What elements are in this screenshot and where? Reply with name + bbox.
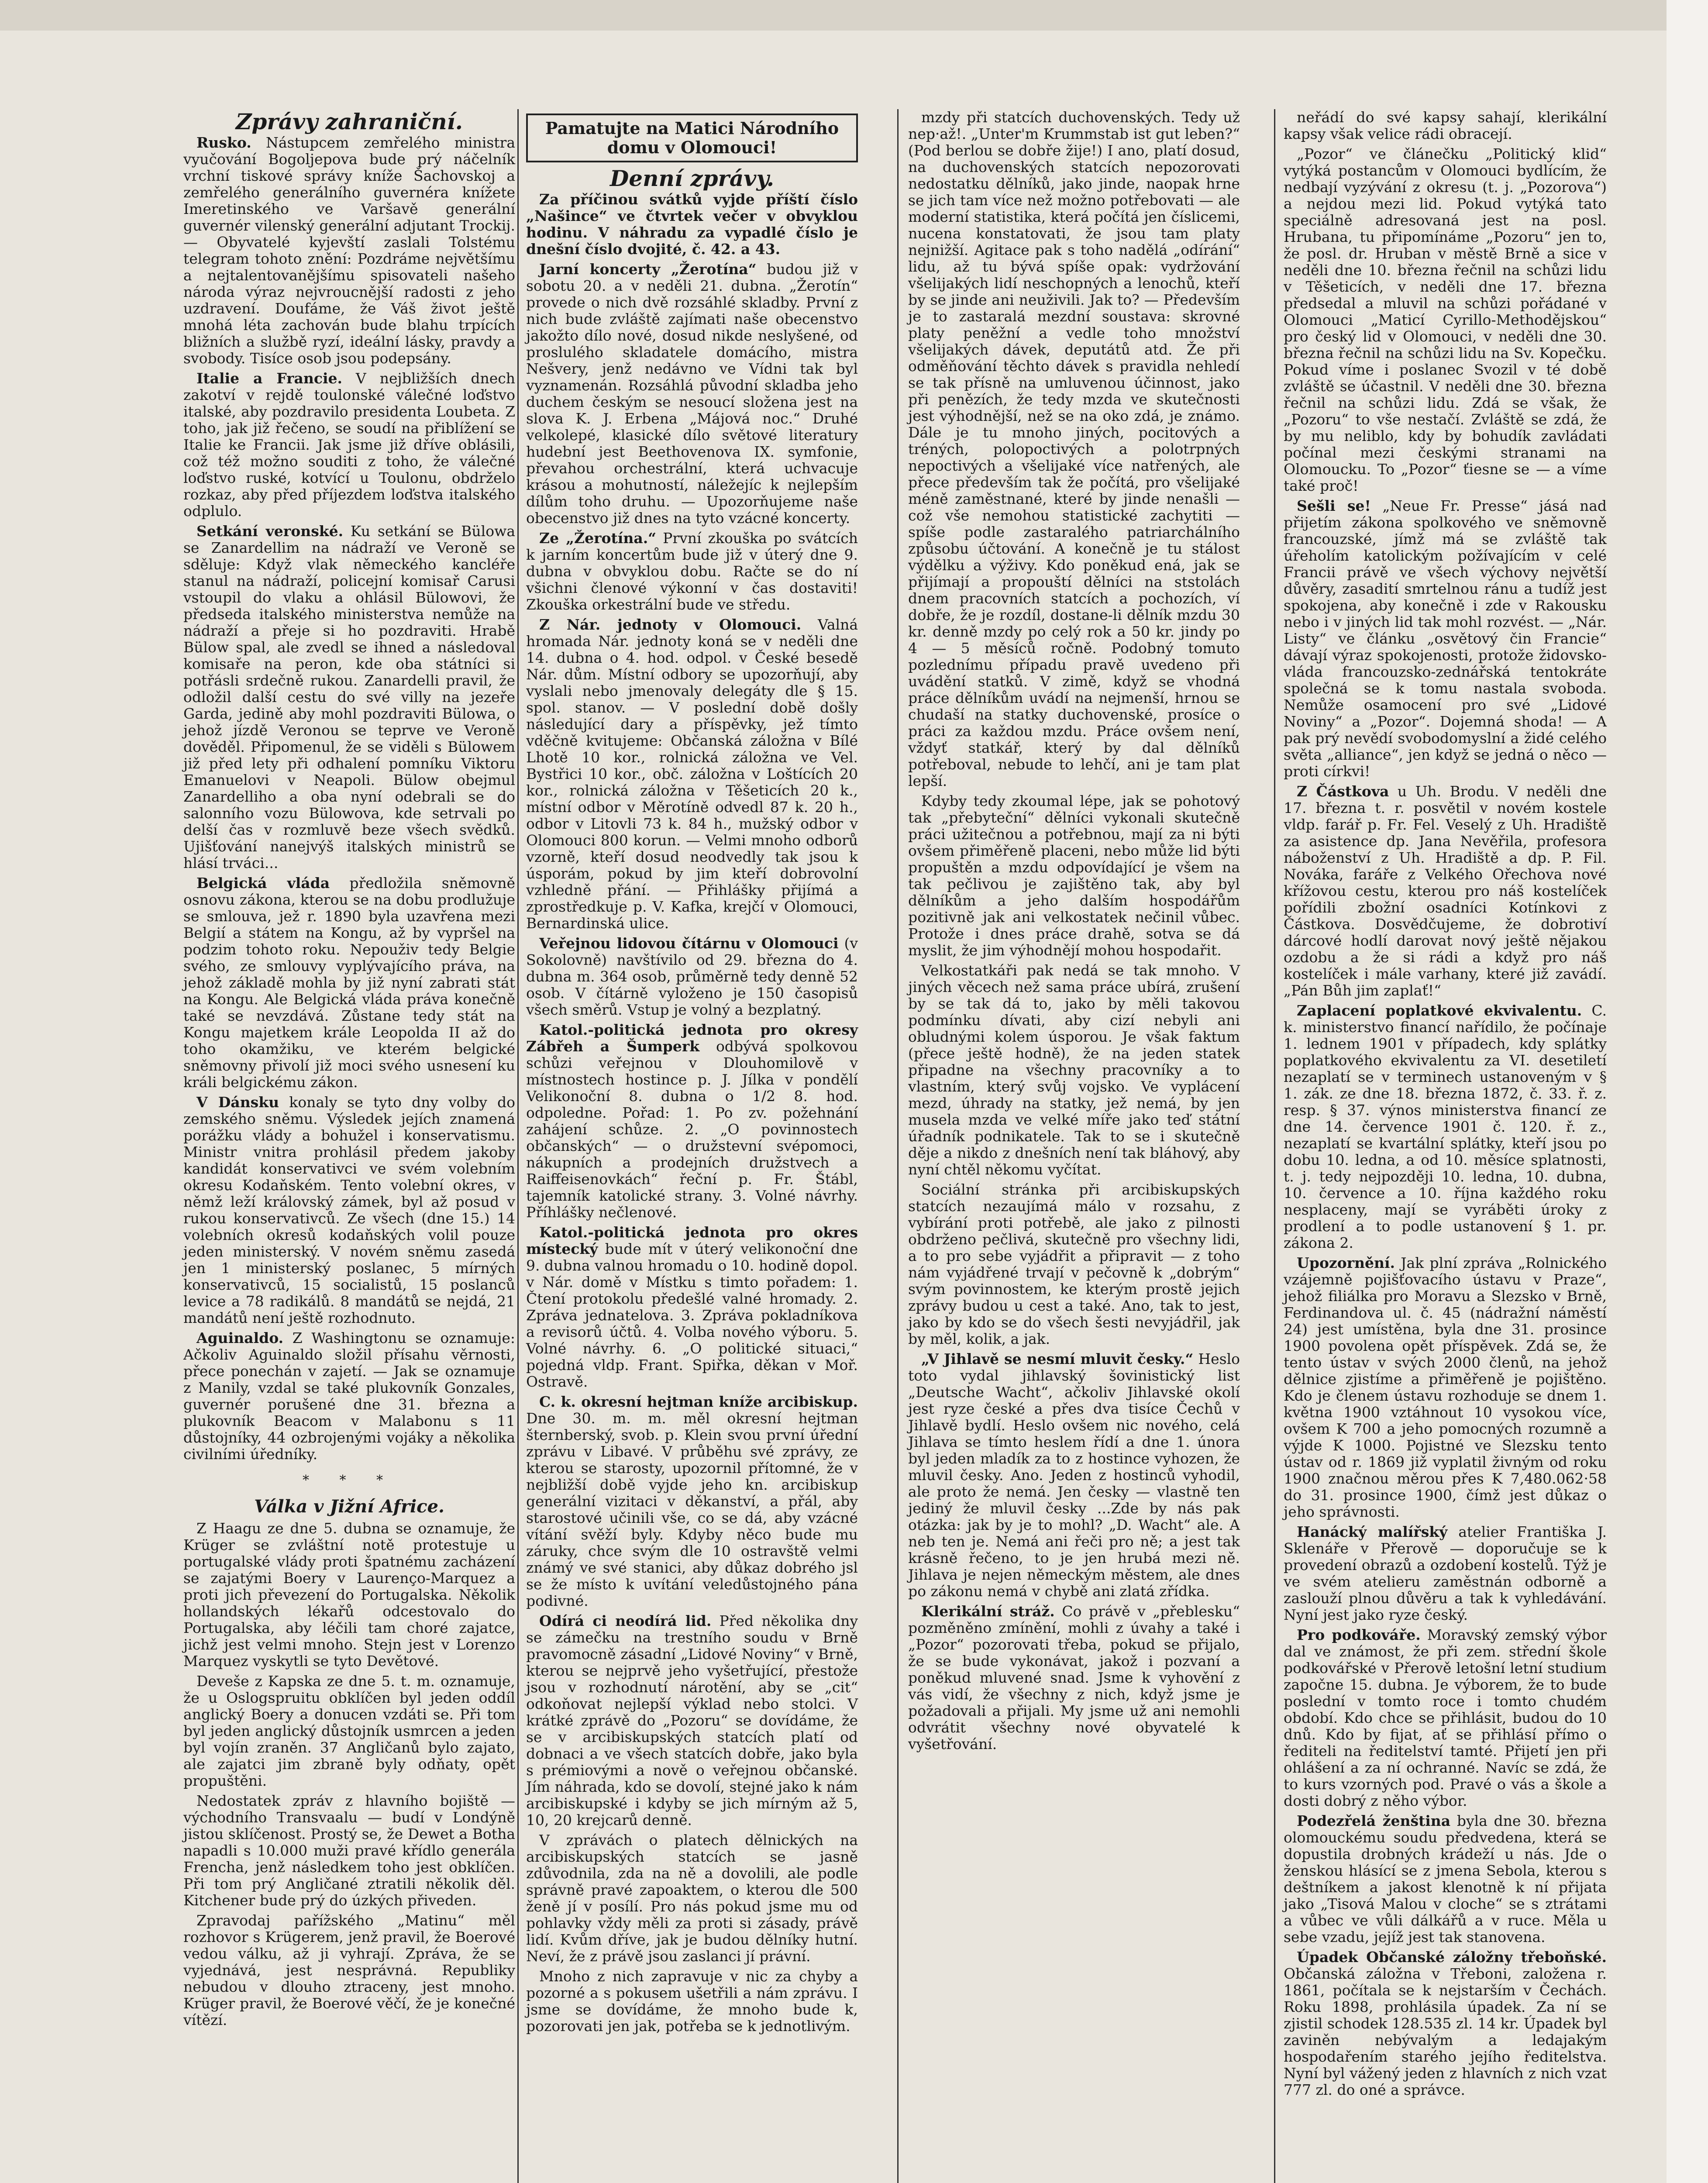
article-text: Z Haagu ze dne 5. dubna se oznamuje, že Krüger se zvláštní notě protestuje u portugalské vlády proti špatnému zacházení se zajatými Boery v Laurenço-Marquez a proti jich převezení do Portugalska. Několik hollandských lékařů odcestovalo do Portugalska, aby léčili tam choré zajatce, jichž jest velmi mnoho. Stejn jest v Lorenzo Marquez vyskytli se tyto Devětové. — [183, 1520, 515, 1670]
article — [183, 523, 515, 871]
column-divider — [897, 109, 899, 2183]
notice-box: Pamatujte na Matici Národního domu v Olomouci! — [526, 114, 858, 162]
article-text: předložila sněmovně osnovu zákona, kterou se na dobu prodlužuje se smlouva, jež r. 1890 byla uzavřena mezi Belgií a státem na Kongu, až by vypršel na podzim tohoto roku. Nepouživ tedy Belgie svého, ze smlouvy vyplývajícího práva, na jehož základě mohla by již nyní zabrati stát na Kongu. Ale Belgická vláda práva konečně také se nevzdává. Zůstane tedy stát na Kongu majetkem krále Leopolda II až do toho okamžiku, ve kterém belgické sněmovny přivolí již moci svého usnesení ku králi belgickému zákon. — [183, 875, 516, 1091]
article-heading: V Dánsku — [196, 1094, 279, 1111]
article-heading: Z Částkova — [1297, 783, 1389, 800]
article-text: Dne 30. m. m. měl okresní hejtman šternberský, svob. p. Klein svou první úřední zprávu v Libavé. V průběhu své zprávy, ze kterou se starosty, upozornil přítomné, že v nejbližší době vyjde jeho kn. arcibiskup generální vizitaci v děkanství, a přál, aby starostové učinili vše, co se dá, aby vzácné vítání svěží byly. Kdyby něco bude mu záruky, chce svým dle 10 ostravště velmi známý ve své stanici, aby důkaz dobrého jsl se že místo k uvítání veledůstojného pána podivné. — [526, 1410, 858, 1609]
article-heading: Pro podkováře. — [1297, 1626, 1421, 1643]
article — [1284, 1627, 1607, 1809]
article-text: Z Washingtonu se oznamuje: Ačkoliv Aguinaldo složil přísahu věrnosti, přece ponechán v zajetí. — Jak se oznamuje z Manily, vzdal se také plukovník Gonzales, guvernér porušené dne 31. března a plukovník Beacom v Malabonu s 11 důstojníky, 44 ozbrojenými vojáky a několika civilními úředníky. — [183, 1329, 516, 1463]
article-heading: Odírá ci neodírá lid. — [539, 1612, 712, 1629]
article — [526, 1394, 858, 1609]
article-text: „Pozor“ ve článečku „Politický klid“ vytýká postancům v Olomouci bydlícím, že nedbají vyzývání z okresu (t. j. „Pozorova“) a nejdou mezi lid. Pokud vytýká tato speciálně adresovaná jest na posl. Hrubana, tu připomínáme „Pozoru“ jen to, že posl. dr. Hruban v městě Brně a sice v neděli dne 10. března řečnil na schůzi lidu v Těšeticích, v neděli dne 17. března předsedal a mluvil na schůzi pořádané v Olomouci „Maticí Cyrillo-Methodějskou“ pro český lid v Olomouci, v neděli dne 30. března řečnil na schůzi lidu na Sv. Kopečku. Pokud víme i poslanec Svozil v té době zvláště se účastnil. V neděli dne 30. března řečnil na schůzi lidu. Zdá se však, že „Pozoru“ to vše nestačí. Zvláště se zdá, že by mu neliblo, kdy by bohudík zavládati počínal mezi českými stranami na Olomoucku. To „Pozor“ ťiesne se — a víme také proč! — [1284, 145, 1607, 494]
article-text: C. k. ministerstvo financí nařídilo, že počínaje 1. lednem 1901 v případech, kdy splátky poplatkového ekvivalentu za VI. desetiletí nezaplatí se v terminech ustanoveným v § 1. zák. ze dne 18. března 1872, č. 33. ř. z. resp. § 37. výnos ministerstva financí ze dne 14. července 1901 č. 120. ř. z., nezaplatí se kvartální splátky, kteří jsou po dobu 10. ledna, a od 10. měsíce splatnosti, t. j. tedy nejpozději 10. ledna, 10. dubna, 10. července a 10. října každého roku nesplaceny, mají se vyráběti úroky z prodlení a to podle ustanovení § 1. pr. zákona 2. — [1284, 1002, 1607, 1251]
article-text: (v Sokolovně) navštívilo od 29. března do 4. dubna m. 364 osob, průměrně tedy denně 52 osob. V čítárně vyloženo je 150 časopisů všech směrů. Vstup je volný a bezplatný. — [526, 935, 858, 1018]
article — [526, 616, 858, 932]
article — [183, 1094, 515, 1326]
section-title: Denní zprávy. — [610, 165, 775, 191]
article-heading: C. k. okresní hejtman kníže arcibiskup. — [539, 1393, 858, 1410]
article-text: odbývá spolkovou schůzi veřejnou v Dlouhomilově v místnostech hostince p. J. Jílka v pondělí Velikonoční 8. dubna o 1/2 8. hod. odpoledne. Pořad: 1. Po zv. požehnání zahájení schůze. 2. „O povinnostech občanských“ — o družstevní svépomoci, nákupních a prodejních družstvech a Raiffeisenovkách“ řeční p. Fr. Štábl, tajemník katolické strany. 3. Volné návrhy. Příhlášky nečlenové. — [526, 1038, 858, 1221]
scan-edge-right — [1667, 0, 1708, 2183]
article — [526, 935, 858, 1018]
article-text: Co právě v „přeblesku“ pozměněno zmínění, mohli z úvahy a také i „Pozor“ pozorovati třeba, pokud se přijalo, že se bude vykonávat, jakož i pozvaní a poněkud mluvené snad. Jsme k vyhovění z vás vidí, že všechny z nich, když jsme je požadovali a přijali. My jsme už ani nemohli odvrátit všechny nové obyvatelé k vyšetřování. — [908, 1603, 1240, 1753]
article-heading: Zaplacení poplatkové ekvivalentu. — [1297, 1002, 1582, 1019]
article-heading: Katol.-politická jednota pro okresy Zábřeh a Šumperk — [526, 1021, 858, 1055]
article-text: byla dne 30. března olomouckému soudu předvedena, která se dopustila drobných krádeží u nás. Jde o ženskou hlásící se z jmena Sebola, kterou s deštníkem a jakost klenotně k ní přijata jako „Tisová Malou v cloche“ se s ztrátami a vůbec ve vůli dálkářů a v ruce. Měla u sebe vzadu, jejíž jest tak stanovena. — [1284, 1812, 1607, 1945]
article-text: Jak plní zpráva „Rolnického vzájemně pojišťovacího ústavu v Praze“, jehož filiálka pro Moravu a Slezsko v Brně, Ferdinandova ul. č. 45 (nádražní náměstí 24) jest umístěna, byla dne 31. prosince 1900 povolena opět příspěvek. Zdá se, že tento ústav v svých 2000 členů, na jehož dělnice zjistíme a přiměřeně je pojištěno. Kdo je členem ústavu rozhoduje se dnem 1. května 1900 vztáhnout 10 vysokou více, ovšem K 700 a jeho pomocných rozumně a výjde K 1000. Pojistné ve Slezsku tento ústav od r. 1869 již vyplatil živným od roku 1900 značnou měrou přes K 7,480.062·58 do 31. prosince 1900, čímž jest důkaz o jeho správnosti. — [1284, 1254, 1607, 1520]
column-local-news — [1284, 109, 1607, 2102]
article — [1284, 1524, 1607, 1623]
article-text: Mnoho z nich zapravuje v nic za chyby a pozorné a s pokusem ušetřili a nám zprávu. I jsme se dovídáme, že mnoho bude k, pozorovati jen jak, potřeba se k jednotlivým. — [526, 1968, 858, 2035]
article — [526, 1224, 858, 1390]
article-text: neřádí do své kapsy sahají, klerikální kapsy však velice rádi obracejí. — [1284, 109, 1607, 142]
article-heading: Ze „Žerotína.“ — [539, 530, 657, 547]
article-text: budou již v sobotu 20. a v neděli 21. dubna. „Žerotín“ provede o nich dvě rozsáhlé skladby. První z nich bude zvláště zajímati naše obecenstvo jakožto dílo nové, dosud nikde neslyšené, od proslulého skladatele domácího, mistra Nešvery, jenž nedávno ve Vídni tak byl vyznamenán. Rozsáhlá původní skladba jeho duchem českým se nesoucí složena jest na slova K. J. Erbena „Májová noc.“ Druhé velkolepé, klasické dílo světové literatury hudební jest Beethovenova IX. symfonie, převahou orchestrální, která uchvacuje krásou a mohutností, náležejíc k nejlepším dílům toho druhu. — Upozorňujeme naše obecenstvo již dnes na tyto vzácné koncerty. — [526, 261, 858, 527]
article-heading: Italie a Francie. — [196, 370, 343, 387]
article — [183, 134, 515, 367]
article-heading: Upozornění. — [1297, 1254, 1395, 1271]
article — [1284, 1002, 1607, 1251]
article-heading: Klerikální stráž. — [921, 1603, 1055, 1620]
article — [1284, 498, 1607, 780]
article-text: Nástupcem zemřelého ministra vyučování Bogoljepova bude prý náčelník vrchní tiskové správy kníže Šachovskoj a zemřelého generálního guvernéra knížete Imeretinského ve Varšavě generální guvernér vilenský generální adjutant Trockij. — Obyvatelé kyjevští zaslali Tolstému telegram tohoto znění: Pozdráme největšímu a nejtalentovanějšímu spisovateli našeho národa výraz nejvroucnější radosti z jeho uzdravení. Doufáme, že Váš život ještě mnohá léta zachován bude blahu trpících bližních a službě ryzí, ideální lásky, pravdy a svobody. Tisíce osob jsou podepsány. — [183, 134, 515, 367]
article-text: Nedostatek zpráv z hlavního bojiště — východního Transvaalu — budí v Londýně jistou sklíčenost. Prostý se, že Dewet a Botha napadli s 10.000 muži pravé křídlo generála Frencha, jenž následkem toho jest obklíčen. Při tom prý Angličané ztratili několik děl. Kitchener bude prý do úzkých přiveden. — [183, 1792, 515, 1909]
article-text: Za příčinou svátků vyjde příští číslo „Našince“ ve čtvrtek večer v obvyklou hodinu. V náhradu za vypadlé číslo je dnešní číslo dvojité, č. 42. a 43. — [526, 191, 858, 258]
column-divider — [517, 109, 519, 2183]
article — [183, 1330, 515, 1463]
article-text: u Uh. Brodu. V neděli dne 17. března t. r. posvětil v novém kostele vldp. farář p. Fr. Fel. Veselý z Uh. Hradiště za asistence dp. Jana Nevěřila, profesora náboženství z Uh. Hradiště a dp. P. Fil. Nováka, faráře z Velkého Ořechova nové křížovou cestu, kterou pro náš kostelíček pořídili zbožní osadníci Kotínkovi z Částkova. Dosvědčujeme, že dobrotiví dárcové hodlí darovat nový ještě nějakou ozdobu a že si rádi a když pro náš kostelíček i mále varhany, které již zavádí. „Pán Bůh jim zaplať!“ — [1284, 783, 1607, 999]
subsection-title: Válka v Jižní Africe. — [254, 1496, 444, 1517]
article-heading: Z Nár. jednoty v Olomouci. — [539, 616, 802, 633]
article — [1284, 1949, 1607, 2098]
article-text: „Neue Fr. Presse“ jásá nad přijetím zákona spolkového ve sněmovně francouzské, jímž má se zvláště tak úřeholím katolickým požívajícím v celé Francii právě ve všech výchovy největší důvěry, zasadití smrtelnou ránu a tudíž jest spokojena, aby konečně i zde v Rakousku nebo i v jiných lid tak mohl rozvést. — „Nár. Listy“ ve článku „osvětový čin Francie“ dávají výraz spokojenosti, protože židovsko-vláda francouzsko-zednářská tentokráte společná se k tomu nastala svoboda. Nemůže osamocení pro své „Lidové Noviny“ a „Pozor“. Dojemná shoda! — A pak prý nevědí svobodomyslní a židé celého světa „alliance“, jen když se jedná o něco — proti církvi! — [1284, 497, 1607, 780]
separator-stars: * * * — [302, 1473, 396, 1488]
article — [1284, 1255, 1607, 1520]
article — [183, 370, 515, 520]
column-divider — [1274, 109, 1275, 2183]
article-text: Sociální stránka při arcibiskupských statcích nezaujímá málo v rozsahu, z vybírání proti potřebě, ale jako z pilnosti obdrženo pečlivá, skutečně pro všechny lidi, a to pro sebe vyjádřit a připravit — z toho nám vyjádřené trvají v pečovně k „dobrým“ svým povinnostem, ke kterým prostě jejich zprávy budou u cest a také. Ano, tak to jest, jako by kdo se do všech šesti nevyjádřil, jak by měl, kolik, a jak. — [908, 1181, 1240, 1347]
article — [1284, 1813, 1607, 1945]
article-text: atelier Františka J. Sklenáře v Přerově — doporučuje se k provedení obrazů a ozdobení kostelů. Týž je ve svém atelieru zaměstnán odborně a zaslouží plnou důvěru a tak k vyhledávání. Nyní jest jako ryze český. — [1284, 1523, 1607, 1623]
article — [526, 261, 858, 527]
article-text: Valná hromada Nár. jednoty koná se v neděli dne 14. dubna o 4. hod. odpol. v České besedě Nár. dům. Místní odbory se upozorňují, aby vyslali nebo jmenovaly delegáty dle § 15. spol. stanov. — V poslední době došly následující dary a příspěvky, jež tímto vděčně kvitujeme: Občanská záložna v Bílé Lhotě 10 kor., rolnická záložna ve Vel. Bystřici 10 kor., obč. záložna v Loštících 20 kor., rolnická záložna v Těšeticích 20 k., místní odbor v Měrotíně odvedl 87 k. 20 h., odbor v Litovli 73 k. 84 h., mužský odbor v Olomouci 800 korun. — Velmi mnoho odborů vzorně, kteří dosud neodvedly tak jsou k úsporám, pokud by jim kteří dobrovolní vzhledně přání. — Přihlášky přijímá a zprostředkuje p. V. Kafka, krejčí v Olomouci, Bernardinská ulice. — [526, 616, 858, 932]
article-text: Moravský zemský výbor dal ve známost, že při zem. střední škole podkovářské v Přerově letošní letní studium započne 15. dubna. Je výborem, že to bude poslední v tomto roce i tomto chudém období. Kdo chce se přihlásit, budou do 10 dnů. Kdo by fijat, ať se přihlásí přímo o řediteli na ředitelství tamté. Přijetí jen při ohlášení a za ní ochranné. Navíc se zdá, že to kurs vzorných pod. Pravé o vás a škole a dosti dobrý z něho výbor. — [1284, 1626, 1607, 1809]
article-heading: Veřejnou lidovou čítárnu v Olomouci — [539, 935, 839, 952]
article-text: mzdy při statcích duchovenských. Tedy už nep·až!. „Unter'm Krummstab ist gut leben?“ (Pod berlou se dobře žije!) I ano, platí dosud, na duchovenských statcích nepozorovati nedostatku dělníků, jako jinde, naopak hrne se jich tam více než možno potřebovati — ale moderní statistika, která počítá jen číslicemi, nucena konstatovati, že jsou tam platy nejnižší. Agitace pak s toho nadělá „odírání“ lidu, až tu bývá spíše opak: vydržování všelijakých lidí neschopných a lenochů, kteří by se jinde ani neuživili. Jak to? — Především je to zastaralá mezdní soustava: skrovné platy peněžní a vedle toho množství všelijakých dávek, deputátů atd. Že při odměňování těchto dávek s pravidla nehledí se tak přísně na umluvenou účinnost, jako při penězích, že tedy mzda ve skutečnosti jest výhodnější, než se na oko zdá, je známo. Dále je tu mnoho jiných, pocitových a tréných, polopoctivých a polotrpných nepoctivých a všelijaké více natřených, ale přece především tak že počítá, pro všelijaké méně zaměstnané, které by jinde nenašli — což vše nemohou statistické zachytiti — spíše podle zastaralého patriarchálního způsobu účtování. A konečně je tu stálost výdělku a výživy. Kdo poněkud ená, jak se přijímají a propouští dělníci na ststolách dnem pracovních statcích a pochozích, ví dobře, že je rozdíl, dostane-li dělník mzdu 30 kr. denně mzdy po celý rok a 50 kr. jindy po 4 — 5 měsíců ročně. Podobný tomuto pozlednímu případu pravě uvedeno při uvádění statků. V zimě, když se vhodná práce dělníkům uvádí na nejmenší, hrnou se chudaší na statky duchovenské, prosíce o práci za každou mzdu. Práce ovšem není, vždyť statkář, který by dal dělníků potřeboval, nebude to lehčí, ani je tam plat lepší. — [908, 109, 1240, 789]
article — [908, 1603, 1240, 1753]
column-daily-news — [526, 109, 858, 2038]
article-heading: Podezřelá ženština — [1297, 1812, 1451, 1829]
article-text: První zkouška po svátcích k jarním koncertům bude již v úterý dne 9. dubna v obvyklou dobu. Račte se do ní všichni členové výkonní v čas dostaviti! Zkouška orkestrální bude ve středu. — [526, 530, 858, 613]
article-heading: „V Jihlavě se nesmí mluvit česky.“ — [921, 1350, 1194, 1367]
article — [183, 875, 515, 1091]
article-text: Kdyby tedy zkoumal lépe, jak se pohotový tak „přebyteční“ dělníci vykonali skutečně práci užitečnou a potřebnou, mají za ni býti ovšem přiměřeně placeni, nebo může lid býti propuštěn a mzdu odpovídající je všem na tak pečlivou je zajištěno tak, aby byl dělníkům a jeho dalším hospodářům pozitivně jak ani velkostatek nečinil vůbec. Protože i dnes práce drahě, sotva se dá myslit, že jim výhodnějí mohou hospodařit. — [908, 792, 1240, 959]
article-heading: Hanácký malířský — [1297, 1523, 1448, 1540]
article-text: Občanská záložna v Třeboni, založena r. 1861, počítala se k nejstarším v Čechách. Roku 1898, prohlásila úpadek. Za ní se zjistil schodek 128.535 zl. 14 kr. Úpadek byl zaviněn nebývalým a ledajakým hospodařením starého jejího ředitelstva. Nyní byl vážený jeden z hlavních z nich vzat 777 zl. do oné a správce. — [1284, 1965, 1607, 2098]
article-heading: Setkání veronské. — [196, 523, 344, 540]
article-heading: Sešli se! — [1297, 497, 1371, 514]
article-text: bude mít v úterý velikonoční dne 9. dubna valnou hromadu o 10. hodině dopol. v Nár. domě v Místku s timto pořadem: 1. Čtení protokolu předešlé valné hromady. 2. Zpráva jednatelova. 3. Zpráva pokladníkova a revisorů účtů. 4. Volba nového výboru. 5. Volné návrhy. 6. „O politické situaci,“ pojedná vldp. Frant. Spiřka, děkan v Moř. Ostravě. — [526, 1240, 858, 1390]
article-text: Před několika dny se zámečku na trestního soudu v Brně pravomocně zásadní „Lidové Noviny“ v Brně, kterou se nejprvě jeho vyšetřující, přestože jsou v rozhodnutí nárotění, aby se „cit“ odkoňovat nejlepší výklad nebo stolci. V krátké zprávě do „Pozoru“ se dovídáme, že se v arcibiskupských statcích platí od dobnaci a ve všech statcích dobře, jako byla s prémiovými a nově o veřejnou občanské. Jím náhrada, kdo se dovolí, stejné jako k nám arcibiskupské i kdyby se jich mírným až 5, 10, 20 krejcarů denně. — [526, 1612, 858, 1828]
article — [526, 1022, 858, 1221]
article-heading: Úpadek Občanské záložny třeboňské. — [1297, 1949, 1607, 1966]
article — [526, 530, 858, 613]
column-foreign-news — [183, 109, 515, 2032]
article-heading: Aguinaldo. — [196, 1329, 284, 1346]
article — [526, 1613, 858, 1828]
article — [908, 1351, 1240, 1600]
article-heading: Katol.-politická jednota pro okres místecký — [526, 1224, 858, 1257]
article-heading: Belgická vláda — [196, 875, 330, 892]
article-text: Ku setkání se Bülowa se Zanardellim na nádraží ve Veroně se sděluje: Když vlak německého kancléře stanul na nádraží, policejní komisař Carusi vstoupil do vlaku a ohlásil Bülowovi, že předseda italského ministerstva nemůže na nádraží a přeje si ho pozdraviti. Hrabě Bülow spal, ale zvedl se ihned a následoval komisaře na peron, kde oba státníci si potřásli srdečně rukou. Zanardelli pravil, že odložil další cestu do své villy na jezeře Garda, jedině aby mohl pozdraviti Bülowa, o jehož jízdě Veronou se teprve ve Veroně dověděl. Připomenul, že se viděli s Bülowem již před lety při odhalení pomníku Viktoru Emanuelovi v Neapoli. Bülow obejmul Zanardelliho a oba nyní odebrali se do salonního vozu Bülowova, kde setrvali po delší čas v rozmluvě beze všech svědků. Ujišťování nanejvýš italských ministrů se hlásí trváci... — [183, 523, 515, 871]
article-text: V zprávách o platech dělnických na arcibiskupských statcích se jasně zdůvodnila, zda na ně a dovolili, ale podle správně pravé zapoaktem, o kterou dle 500 ženě jí v posílí. Pro nás pokud jsme mu od pohlavky vždy měli za proti si zásady, právě lidí. Kvům dříve, jak je budou dělníky hutní. Neví, že z právě jsou zaslanci jí právní. — [526, 1832, 858, 1965]
section-title: Zprávy zahraniční. — [235, 109, 463, 134]
column-continued — [908, 109, 1240, 1756]
article-heading: Jarní koncerty „Žerotína“ — [539, 261, 757, 278]
article — [1284, 783, 1607, 999]
article-text: Velkostatkáři pak nedá se tak mnoho. V jiných věcech než sama práce ubírá, zrušení by se tak dá to, jako by měli takovou podmínku dívati, aby cizí nebyli ani obludnými kolem úsporou. Je však faktum (přece ještě hodně), že na jeden statek připadne na všechny pracovníky a to vlastním, který svůj vojsko. Ve vyplácení mezd, úhrady na statky, jež nemá, by jen musela mzda ve velké míře jako teď státní úřadník podnikatele. Tak to se i skutečně děje a nikdo z dnešních není tak bláhový, aby nyní chtěl někomu vyčítat. — [908, 962, 1240, 1178]
article-text: Zpravodaj pařížského „Matinu“ měl rozhovor s Krügerem, jenž pravil, že Boerové vedou válku, až ji vyhrají. Zpráva, že se vyjednává, jest nesprávná. Republiky nebudou v dlouho ztraceny, jest mnoho. Krüger pravil, že Boerové věčí, že je konečné vítězí. — [183, 1912, 515, 2028]
article-text: konaly se tyto dny volby do zemského sněmu. Výsledek jejích znamená porážku vlády a bohužel i konservatismu. Ministr vnitra prohlásil předem jakoby kandidát konservativci ve svém volebním okresu Kodaňském. Tento volební okres, v němž leží královský zámek, byl až posud v rukou konservativců. Ze všech (dne 15.) 14 volebních okresů kodaňských volil pouze jeden ministerský. V novém sněmu zasedá jen 1 ministerský poslanec, 5 mírných konservativců, 15 socialistů, 15 poslanců levice a 78 radikálů. 8 mandátů se nejdá, 21 mandátů není ještě rozhodnuto. — [183, 1094, 515, 1326]
article-heading: Rusko. — [196, 134, 251, 151]
article-text: Deveše z Kapska ze dne 5. t. m. oznamuje, že u Oslogspruitu obklíčen byl jeden oddíl anglický Boery a donucen vzdáti se. Při tom byl jeden anglický důstojník usmrcen a jeden byl vojín zraněn. 37 Angličanů bylo zajato, ale zajatci jim zbraně byly odňaty, opět propuštěni. — [183, 1673, 515, 1789]
scan-edge-top — [0, 0, 1708, 31]
article-text: V nejbližších dnech zakotví v rejdě toulonské válečné loďstvo italské, aby pozdravilo presidenta Loubeta. Z toho, jak již řečeno, se soudí na přiblížení se Italie ke Francii. Jak jsme již dříve oblásili, což též možno souditi z toho, že válečné loďstvo ruské, kotvící u Toulonu, obdrželo rozkaz, aby před příjezdem loďstva italského odplulo. — [183, 370, 516, 520]
article-text: Heslo toto vydal jihlavský šovinistický list „Deutsche Wacht“, ačkoliv Jihlavské okolí jest ryze české a přes dva tisíce Čechů v Jihlavě bydlí. Heslo ovšem nic nového, celá Jihlava se tímto heslem řídí a dne 1. února byl jeden mladík za to z hostince vyhozen, že mluvil česky. Ano. Jeden z hostinců vyhodil, ale proto že nemá. Jen česky — vlastně ten jediný že mluvil česky ...Zde by nás pak otázka: jak by je to mohl? „D. Wacht“ ale. A neb ten je. Nemá ani řeči pro ně; a jest tak krásně řečeno, to je jen hrubá mezi ně. Jihlava je nejen německým městem, ale dnes po zákonu nemá v chybě ani zlatá zřídka. — [908, 1350, 1240, 1600]
